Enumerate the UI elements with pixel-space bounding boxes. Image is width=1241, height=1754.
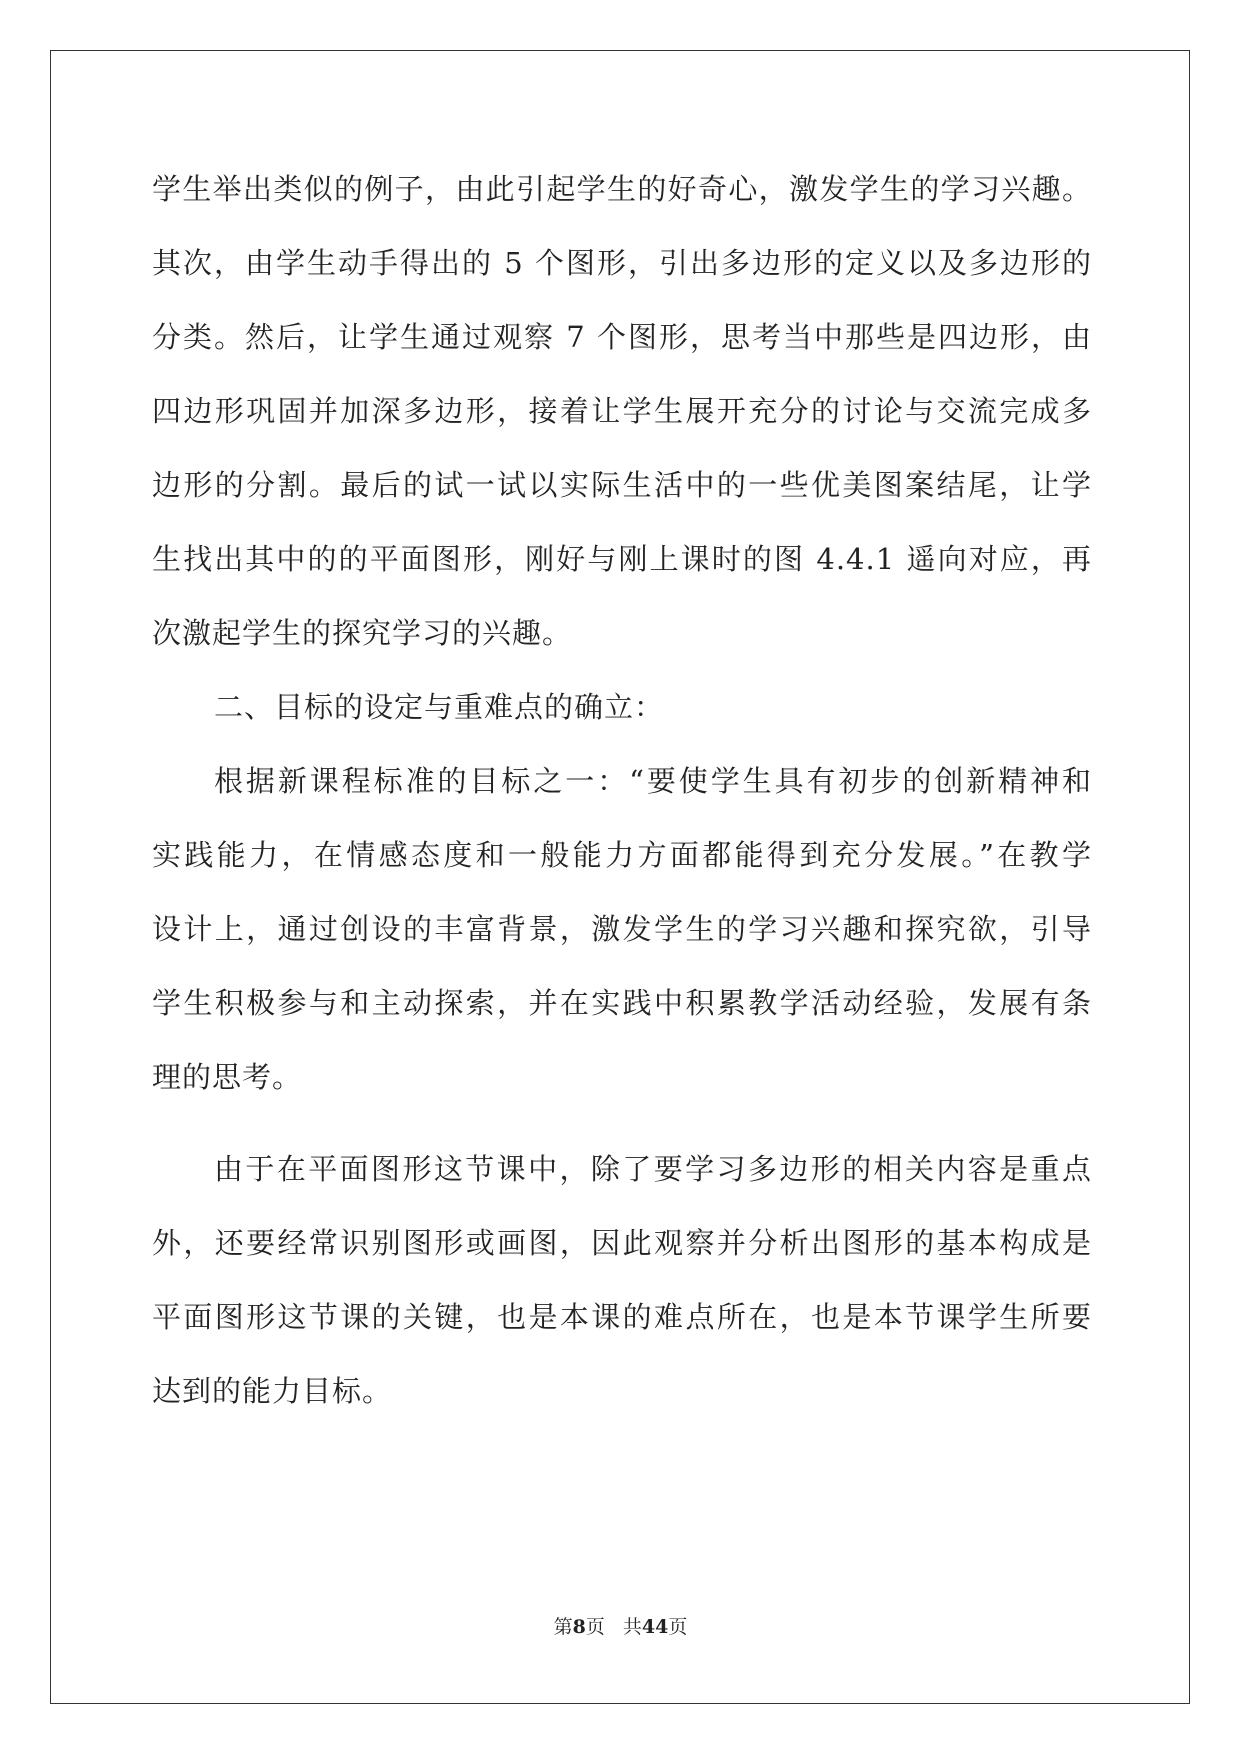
total-pages: 44 [641, 1616, 669, 1638]
text-line: 根据新课程标准的目标之一：“要使学生具有初步的创新精神和 [214, 764, 1092, 798]
total-suffix: 页 [668, 1616, 688, 1638]
document-body [152, 152, 1092, 1428]
text-line: 平面图形这节课的关键，也是本课的难点所在，也是本节课学生所要 [152, 1300, 1092, 1334]
page-number: 8 [572, 1616, 586, 1638]
text-line: 生找出其中的的平面图形，刚好与刚上课时的图 4.4.1 遥向对应，再 [152, 542, 1092, 576]
text-line: 由于在平面图形这节课中，除了要学习多边形的相关内容是重点 [214, 1152, 1092, 1186]
text-line: 其次，由学生动手得出的 5 个图形，引出多边形的定义以及多边形的 [152, 246, 1092, 280]
total-prefix: 共 [622, 1616, 642, 1638]
text-line: 次激起学生的探究学习的兴趣。 [152, 616, 573, 650]
text-line: 外，还要经常识别图形或画图，因此观察并分析出图形的基本构成是 [152, 1226, 1092, 1260]
text-line: 四边形巩固并加深多边形，接着让学生展开充分的讨论与交流完成多 [152, 394, 1092, 428]
text-line: 达到的能力目标。 [152, 1374, 393, 1408]
text-line: 学生积极参与和主动探索，并在实践中积累教学活动经验，发展有条 [152, 986, 1092, 1020]
text-line: 理的思考。 [152, 1060, 303, 1094]
text-line: 实践能力，在情感态度和一般能力方面都能得到充分发展。”在教学 [152, 838, 1092, 872]
page-prefix: 第 [553, 1616, 573, 1638]
text-line: 设计上，通过创设的丰富背景，激发学生的学习兴趣和探究欲，引导 [152, 912, 1092, 946]
text-line: 学生举出类似的例子，由此引起学生的好奇心，激发学生的学习兴趣。 [152, 172, 1092, 206]
paragraph-spacer [152, 1114, 1092, 1132]
page-suffix: 页 [585, 1616, 605, 1638]
text-line: 分类。然后，让学生通过观察 7 个图形，思考当中那些是四边形，由 [152, 320, 1092, 354]
page-footer [0, 1612, 1241, 1639]
text-line: 边形的分割。最后的试一试以实际生活中的一些优美图案结尾，让学 [152, 468, 1092, 502]
section-heading: 二、目标的设定与重难点的确立： [214, 690, 665, 724]
